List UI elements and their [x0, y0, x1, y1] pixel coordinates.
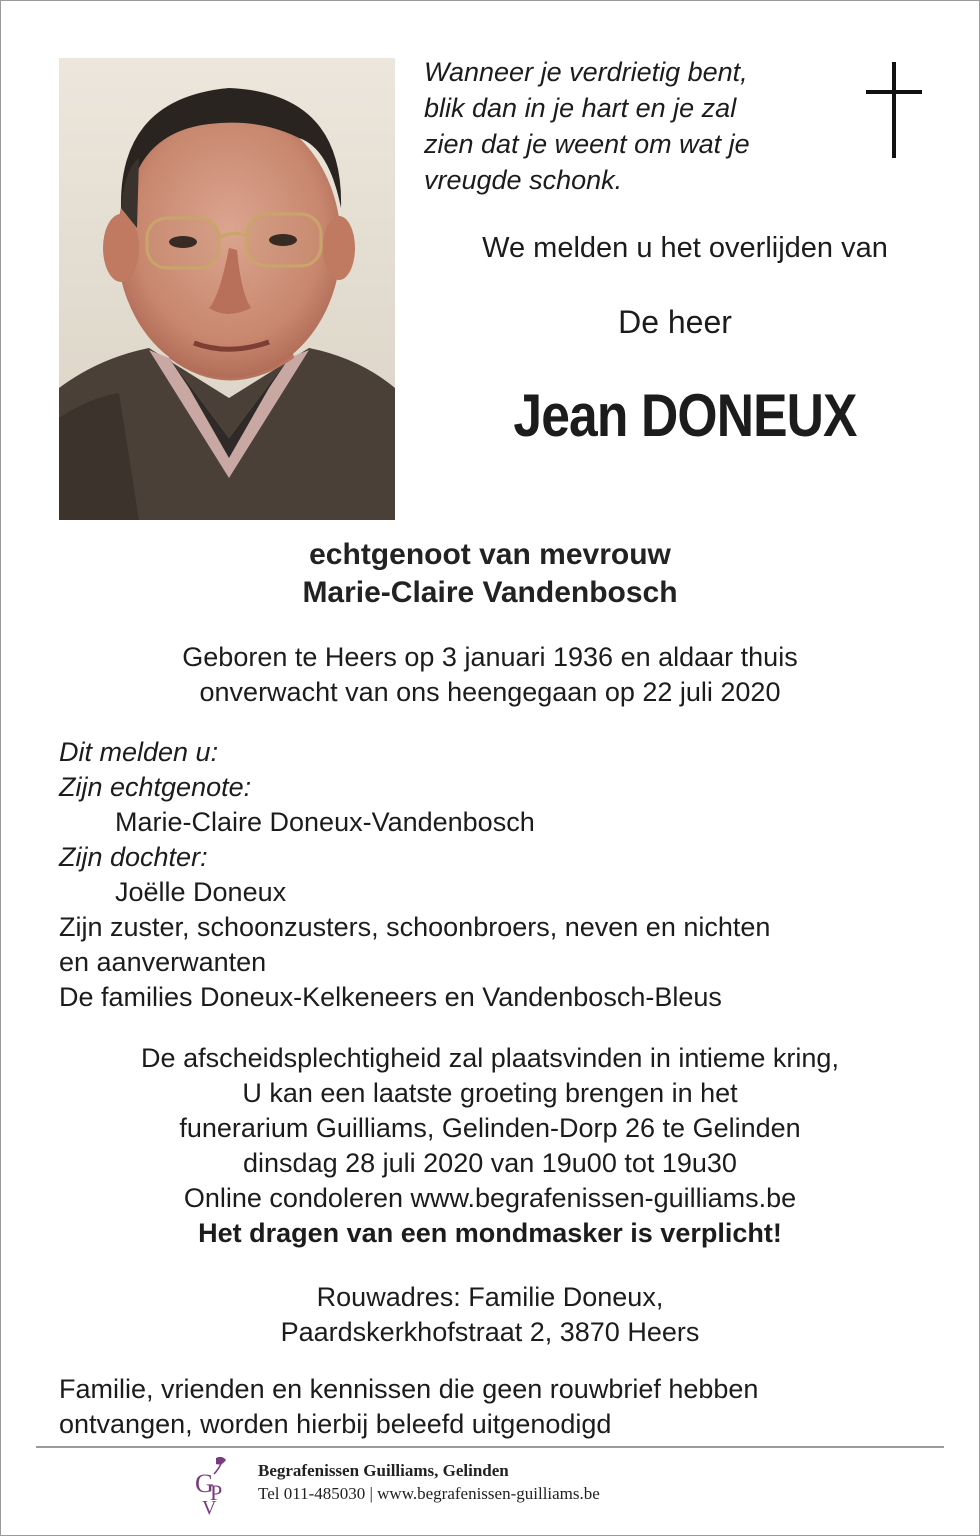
death-line: onverwacht van ons heengegaan op 22 juli 2020 — [199, 677, 781, 707]
relatives-intro: Dit melden u: — [59, 737, 219, 767]
logo-letter-g: G — [195, 1469, 214, 1498]
families-line: De families Doneux-Kelkeneers en Vandenbosch-Bleus — [59, 982, 722, 1012]
wife-name: Marie-Claire Doneux-Vandenbosch — [115, 807, 535, 837]
poem-line: zien dat je weent om wat je — [424, 129, 750, 159]
other-relatives-line: Zijn zuster, schoonzusters, schoonbroers, neven en nichten — [59, 912, 771, 942]
poem-line: blik dan in je hart en je zal — [424, 93, 737, 123]
spouse-line: echtgenoot van mevrouw — [309, 538, 671, 571]
spouse-block — [0, 536, 980, 612]
mourning-address — [0, 1280, 980, 1350]
relatives-block — [59, 735, 939, 1015]
poem-line: Wanneer je verdrietig bent, — [424, 57, 748, 87]
ceremony-line: dinsdag 28 juli 2020 van 19u00 tot 19u30 — [243, 1148, 737, 1178]
address-line: Paardskerkhofstraat 2, 3870 Heers — [280, 1317, 700, 1347]
poem-verse — [424, 54, 844, 198]
poem-line: vreugde schonk. — [424, 165, 623, 195]
spouse-name: Marie-Claire Vandenbosch — [302, 576, 678, 609]
ceremony-line: U kan een laatste groeting brengen in het — [242, 1078, 738, 1108]
funeral-home-name: Begrafenissen Guilliams, Gelinden — [258, 1461, 509, 1480]
ceremony-line: funerarium Guilliams, Gelinden-Dorp 26 te Gelinden — [179, 1113, 801, 1143]
title-prefix: De heer — [618, 304, 732, 340]
birth-line: Geboren te Heers op 3 januari 1936 en aldaar thuis — [182, 642, 798, 672]
logo-letter-p: P — [210, 1480, 223, 1505]
birth-death-block — [0, 640, 980, 710]
footer-divider — [36, 1446, 944, 1448]
wife-label: Zijn echtgenote: — [59, 772, 252, 802]
portrait-image — [59, 58, 395, 520]
condolence-line: Online condoleren www.begrafenissen-guilliams.be — [183, 1183, 797, 1213]
other-relatives-line: en aanverwanten — [59, 947, 267, 977]
funeral-home-logo-icon — [192, 1456, 244, 1516]
mask-notice: Het dragen van een mondmasker is verplicht! — [198, 1218, 782, 1248]
invitation-text — [59, 1372, 939, 1442]
invitation-line: ontvangen, worden hierbij beleefd uitgenodigd — [59, 1409, 612, 1439]
ceremony-block — [0, 1041, 980, 1251]
portrait-photo — [59, 58, 395, 520]
cross-icon — [866, 62, 922, 158]
daughter-label: Zijn dochter: — [59, 842, 208, 872]
invitation-line: Familie, vrienden en kennissen die geen rouwbrief hebben — [59, 1374, 759, 1404]
funeral-home-contact: Tel 011-485030 | www.begrafenissen-guilliams.be — [258, 1484, 600, 1503]
address-line: Rouwadres: Familie Doneux, — [316, 1282, 664, 1312]
deceased-name: Jean DONEUX — [513, 382, 857, 449]
announcement-text: We melden u het overlijden van — [482, 232, 888, 264]
ceremony-line: De afscheidsplechtigheid zal plaatsvinden in intieme kring, — [141, 1043, 839, 1073]
logo-letter-v: V — [202, 1497, 217, 1516]
funeral-home-footer — [258, 1460, 858, 1506]
daughter-name: Joëlle Doneux — [115, 877, 287, 907]
